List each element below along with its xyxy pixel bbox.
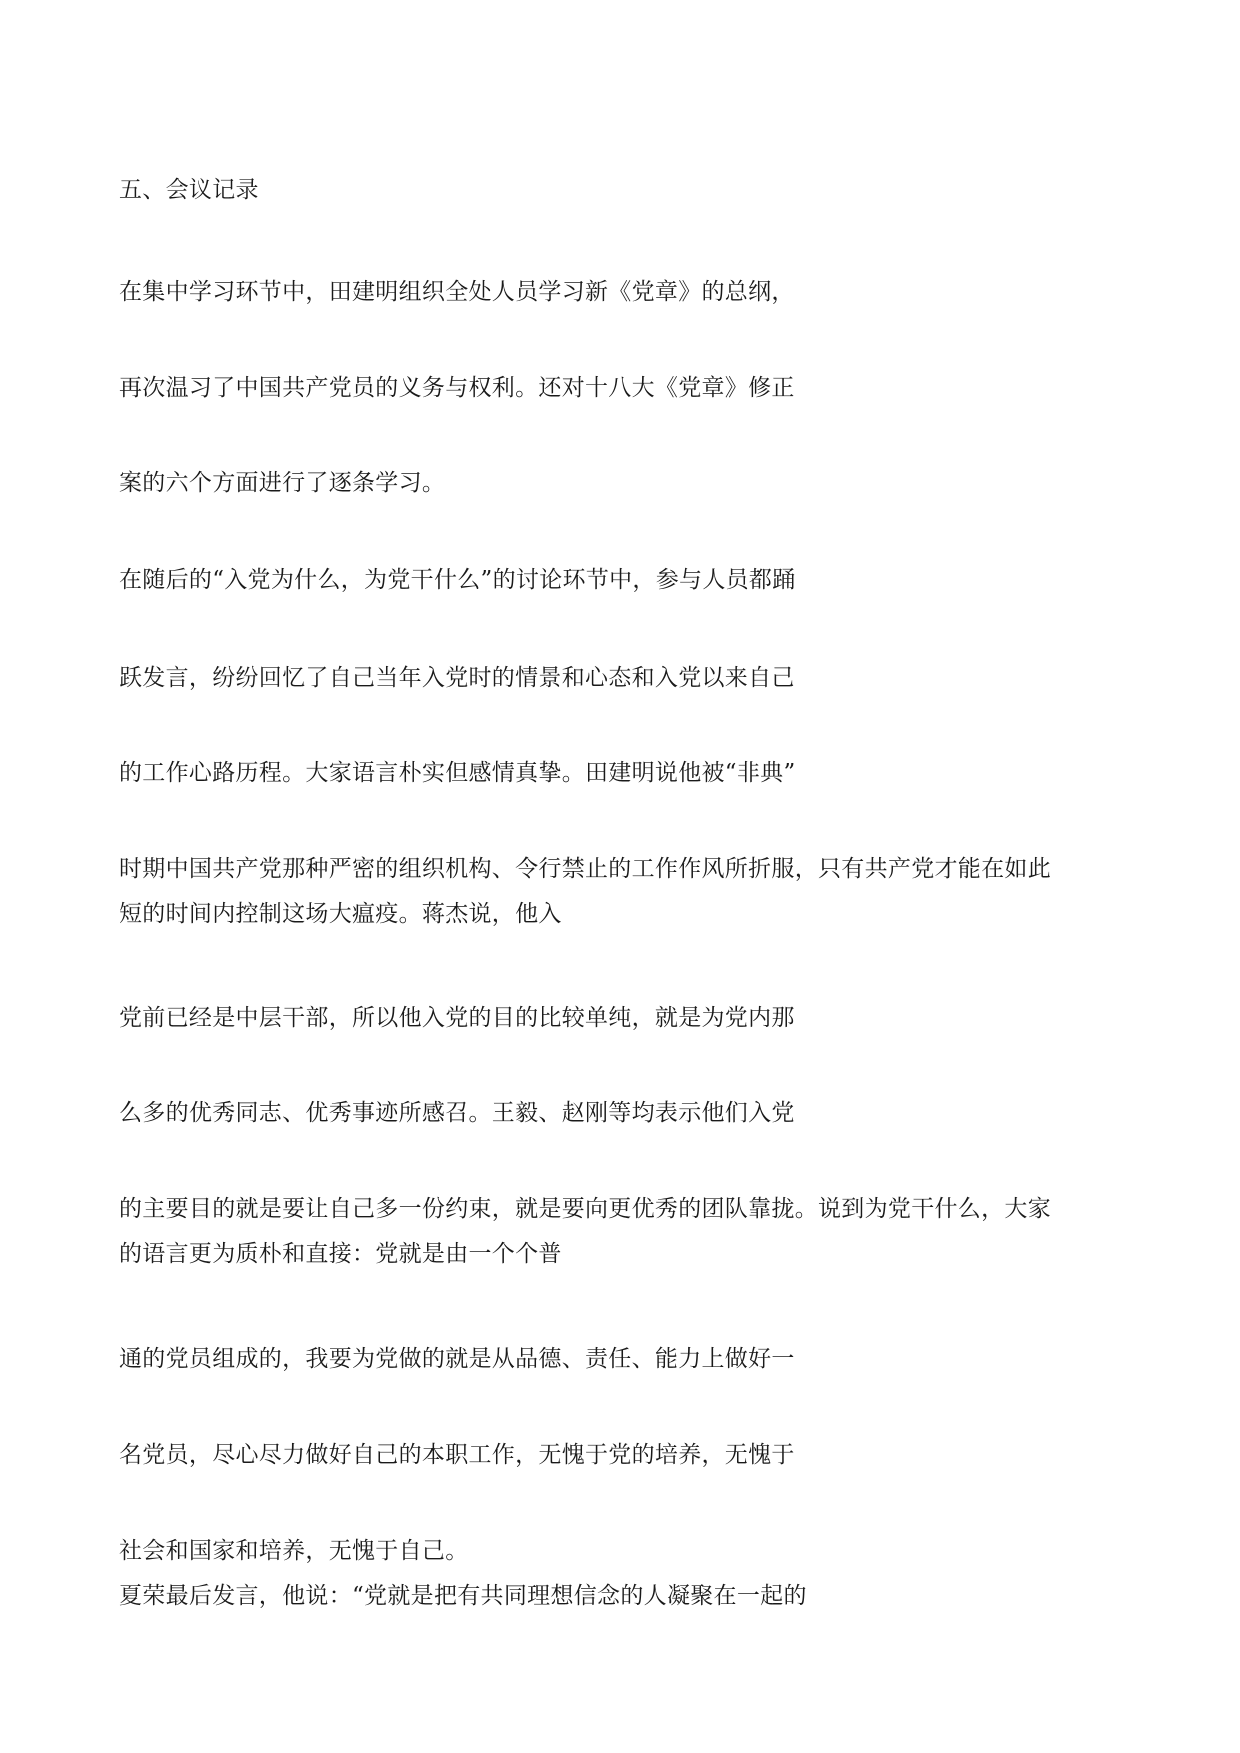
- paragraph-line: 时期中国共产党那种严密的组织机构、令行禁止的工作作风所折服，只有共产党才能在如此: [119, 856, 1051, 882]
- paragraph-line: 通的党员组成的，我要为党做的就是从品德、责任、能力上做好一: [119, 1346, 795, 1372]
- paragraph-line: 的主要目的就是要让自己多一份约束，就是要向更优秀的团队靠拢。说到为党干什么，大家: [119, 1196, 1051, 1222]
- paragraph-line: 的语言更为质朴和直接：党就是由一个个普: [119, 1241, 562, 1267]
- paragraph-line: 么多的优秀同志、优秀事迹所感召。王毅、赵刚等均表示他们入党: [119, 1100, 795, 1126]
- paragraph-line: 夏荣最后发言，他说：“党就是把有共同理想信念的人凝聚在一起的: [119, 1583, 807, 1609]
- paragraph-line: 名党员，尽心尽力做好自己的本职工作，无愧于党的培养，无愧于: [119, 1442, 795, 1468]
- paragraph-line: 在随后的“入党为什么，为党干什么”的讨论环节中，参与人员都踊: [119, 567, 796, 593]
- paragraph-line: 的工作心路历程。大家语言朴实但感情真挚。田建明说他被“非典”: [119, 760, 796, 786]
- paragraph-line: 再次温习了中国共产党员的义务与权利。还对十八大《党章》修正: [119, 375, 795, 401]
- section-heading: 五、会议记录: [119, 177, 259, 203]
- paragraph-line: 社会和国家和培养，无愧于自己。: [119, 1538, 469, 1564]
- paragraph-line: 跃发言，纷纷回忆了自己当年入党时的情景和心态和入党以来自己: [119, 665, 795, 691]
- paragraph-line: 党前已经是中层干部，所以他入党的目的比较单纯，就是为党内那: [119, 1005, 795, 1031]
- paragraph-line: 短的时间内控制这场大瘟疫。蒋杰说，他入: [119, 901, 562, 927]
- paragraph-line: 在集中学习环节中，田建明组织全处人员学习新《党章》的总纲，: [119, 279, 795, 305]
- paragraph-line: 案的六个方面进行了逐条学习。: [119, 470, 446, 496]
